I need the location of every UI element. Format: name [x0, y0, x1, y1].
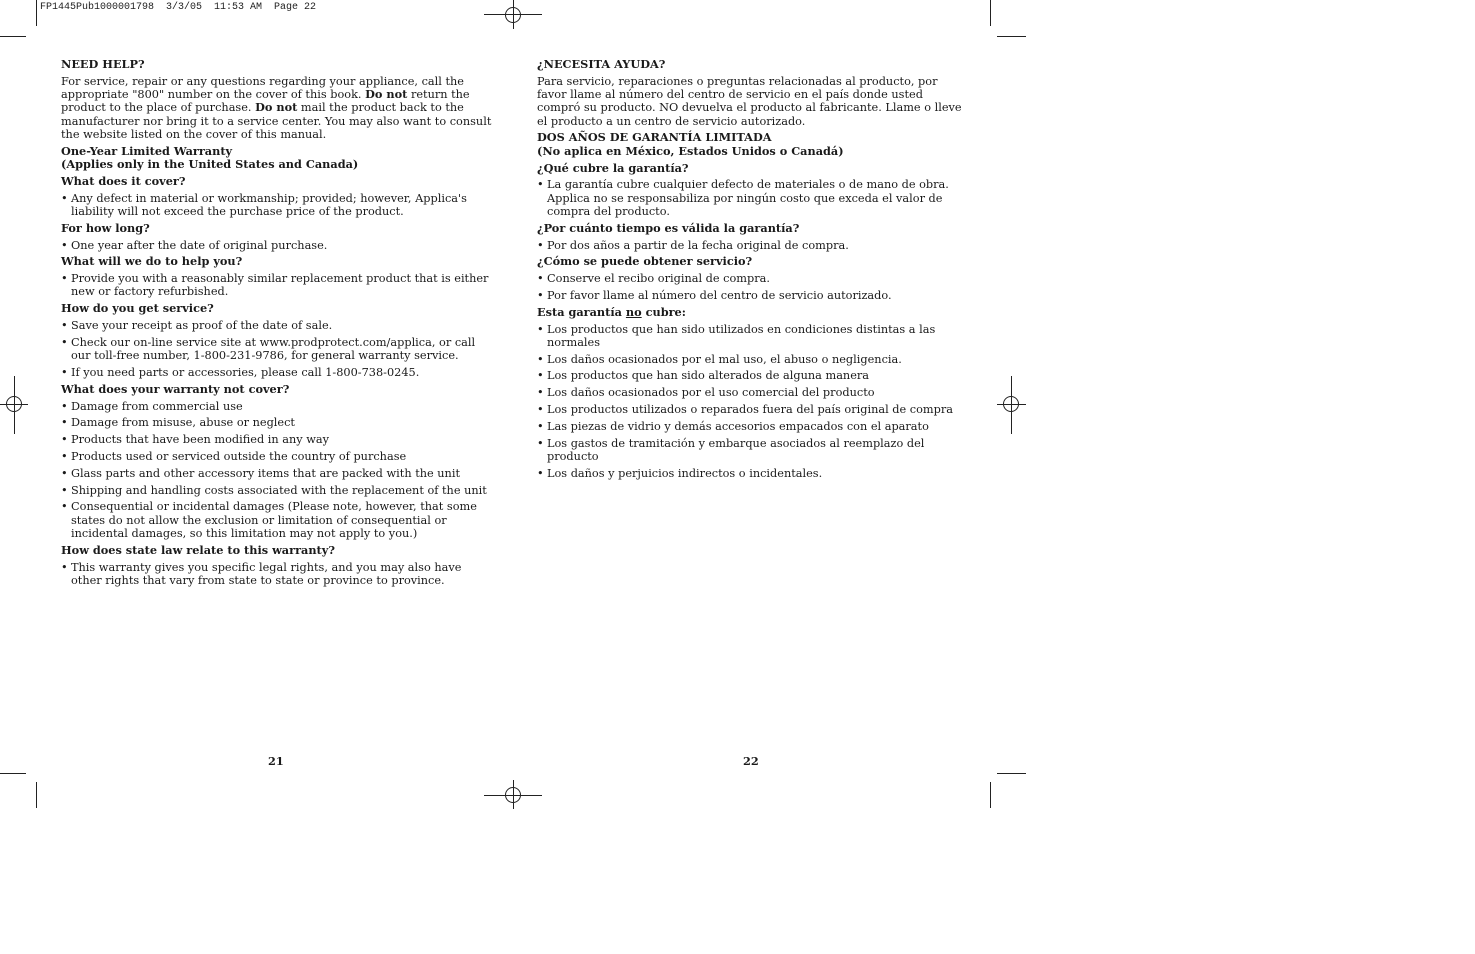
- list-item: • Check our on-line service site at www.prodprotect.com/applica, or call our toll-free number, 1-800-231-9786, for general warranty service.: [61, 336, 493, 363]
- question-heading: ¿Por cuánto tiempo es válida la garantía?: [537, 220, 800, 235]
- question-heading: How does state law relate to this warranty?: [61, 542, 335, 557]
- question-heading: What does your warranty not cover?: [61, 381, 290, 396]
- list-item: • Los daños y perjuicios indirectos o incidentales.: [537, 467, 969, 480]
- list-item: • Provide you with a reasonably similar replacement product that is either new or factory refurbished.: [61, 272, 493, 299]
- need-help-heading: ¿NECESITA AYUDA?: [537, 57, 666, 71]
- list-item: • Por dos años a partir de la fecha original de compra.: [537, 239, 969, 252]
- need-help-paragraph: Para servicio, reparaciones o preguntas relacionadas al producto, por favor llame al número del centro de servicio en el país donde usted compró su producto. NO devuelva el producto al fabricante. Llame o lleve el producto a un centro de servicio autorizado.: [537, 74, 962, 128]
- crop-mark: [0, 773, 26, 774]
- question-heading: ¿Qué cubre la garantía?: [537, 160, 689, 175]
- crop-mark: [36, 782, 37, 808]
- question-heading: What does it cover?: [61, 173, 186, 188]
- list-item: • This warranty gives you specific legal rights, and you may also have other rights that vary from state to state or province to province.: [61, 561, 493, 588]
- crop-mark: [990, 0, 991, 26]
- list-item: • Consequential or incidental damages (Please note, however, that some states do not allow the exclusion or limitation of consequential or incidental damages, so this limitation may not apply to you.): [61, 500, 493, 540]
- list-item: • Los gastos de tramitación y embarque asociados al reemplazo del producto: [537, 437, 969, 464]
- list-item: • Products used or serviced outside the country of purchase: [61, 450, 493, 463]
- crop-mark: [36, 0, 37, 26]
- list-item: • Save your receipt as proof of the date of sale.: [61, 319, 493, 332]
- question-heading: Esta garantía no cubre:: [537, 304, 686, 319]
- list-item: • Las piezas de vidrio y demás accesorios empacados con el aparato: [537, 420, 969, 433]
- list-item: • La garantía cubre cualquier defecto de materiales o de mano de obra. Applica no se responsabiliza por ningún costo que exceda el valor de compra del producto.: [537, 178, 969, 218]
- question-heading: How do you get service?: [61, 301, 214, 316]
- english-page: [61, 58, 493, 591]
- list-item: • If you need parts or accessories, please call 1-800-738-0245.: [61, 366, 493, 379]
- list-item: • Glass parts and other accessory items that are packed with the unit: [61, 467, 493, 480]
- list-item: • Shipping and handling costs associated with the replacement of the unit: [61, 484, 493, 497]
- list-item: • Damage from misuse, abuse or neglect: [61, 416, 493, 429]
- list-item: • Los productos que han sido utilizados en condiciones distintas a las normales: [537, 323, 969, 350]
- question-heading: For how long?: [61, 220, 150, 235]
- print-slug: FP1445Pub1000001798 3/3/05 11:53 AM Page 22: [40, 2, 317, 13]
- list-item: • Products that have been modified in any way: [61, 433, 493, 446]
- crop-mark: [997, 36, 1026, 37]
- crop-mark: [997, 773, 1026, 774]
- need-help-heading: NEED HELP?: [61, 57, 145, 71]
- crop-mark: [0, 36, 26, 37]
- warranty-title: One-Year Limited Warranty (Applies only in the United States and Canada): [61, 143, 359, 172]
- page-number-right: 22: [743, 754, 759, 768]
- warranty-title: DOS AÑOS DE GARANTÍA LIMITADA (No aplica en México, Estados Unidos o Canadá): [537, 130, 844, 158]
- list-item: • Por favor llame al número del centro de servicio autorizado.: [537, 289, 969, 302]
- list-item: • Any defect in material or workmanship; provided; however, Applica's liability will not exceed the purchase price of the product.: [61, 192, 493, 219]
- question-heading: What will we do to help you?: [61, 254, 243, 269]
- list-item: • Los daños ocasionados por el mal uso, el abuso o negligencia.: [537, 353, 969, 366]
- list-item: • Conserve el recibo original de compra.: [537, 272, 969, 285]
- crop-mark: [990, 782, 991, 808]
- list-item: • Damage from commercial use: [61, 400, 493, 413]
- need-help-paragraph: For service, repair or any questions regarding your appliance, call the appropriate "800" number on the cover of this book. Do not return the product to the place of purchase. Do not mail the product back to the manufacturer nor bring it to a service center. You may also want to consult the website listed on the cover of this manual.: [61, 74, 492, 141]
- list-item: • One year after the date of original purchase.: [61, 239, 493, 252]
- list-item: • Los productos que han sido alterados de alguna manera: [537, 369, 969, 382]
- page-number-left: 21: [268, 754, 284, 768]
- spanish-page: [537, 58, 969, 484]
- list-item: • Los daños ocasionados por el uso comercial del producto: [537, 386, 969, 399]
- question-heading: ¿Cómo se puede obtener servicio?: [537, 254, 753, 269]
- list-item: • Los productos utilizados o reparados fuera del país original de compra: [537, 403, 969, 416]
